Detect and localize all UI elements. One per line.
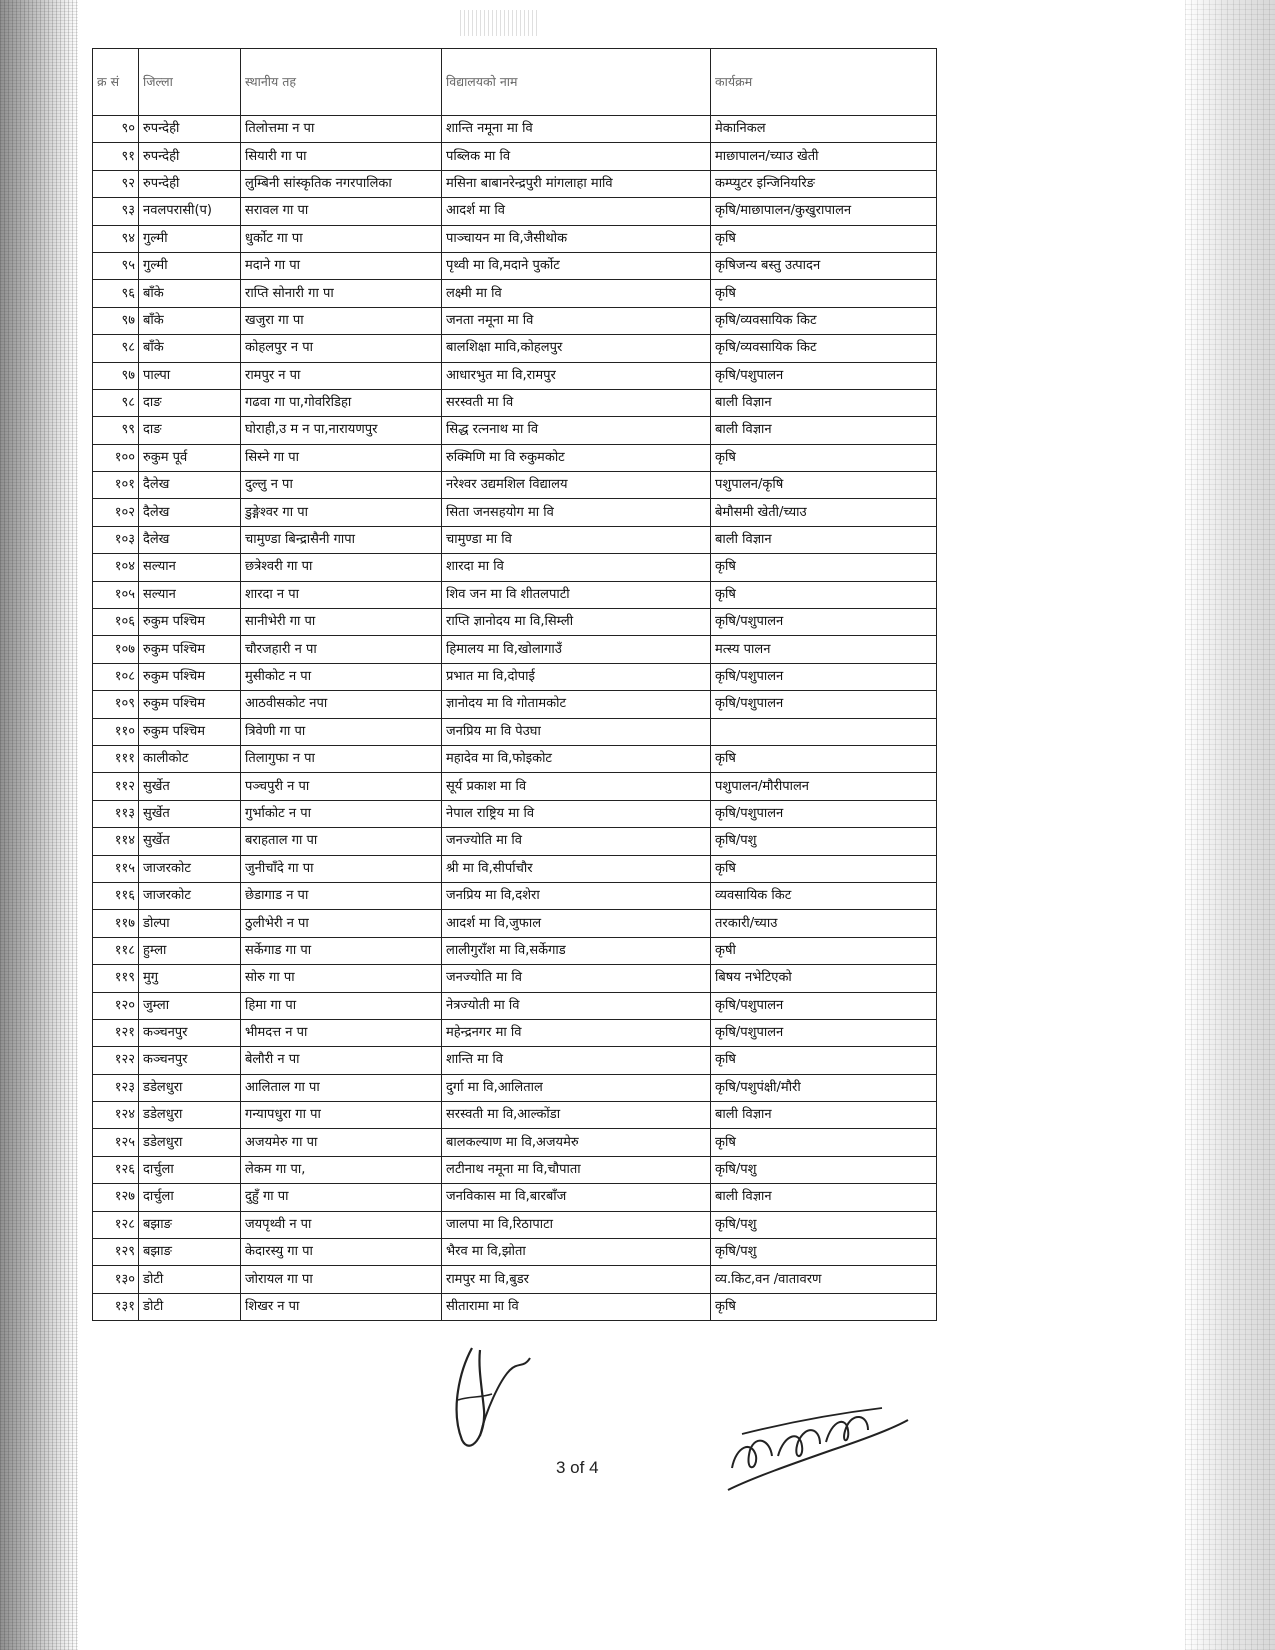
cell-local-level: कोहलपुर न पा [241,335,442,362]
cell-school: जालपा मा वि,रिठापाटा [442,1211,711,1238]
cell-district: बाँके [139,307,241,334]
cell-school: पृथ्वी मा वि,मदाने पुर्कोट [442,252,711,279]
table-row [93,335,937,362]
table-row [93,1019,937,1046]
cell-local-level: रामपुर न पा [241,362,442,389]
cell-sn: ९५ [93,252,139,279]
cell-school: सूर्य प्रकाश मा वि [442,773,711,800]
cell-district: मुगु [139,965,241,992]
cell-sn: १११ [93,745,139,772]
cell-program: कृषि/पशुपालन [711,800,937,827]
table-row [93,1211,937,1238]
table-row [93,417,937,444]
cell-sn: १२५ [93,1129,139,1156]
cell-school: रुक्मिणि मा वि रुकुमकोट [442,444,711,471]
cell-program: कृषि [711,225,937,252]
scan-shadow-right [1185,0,1275,1650]
cell-program: बाली विज्ञान [711,389,937,416]
cell-program: कृषि [711,855,937,882]
cell-district: डडेलधुरा [139,1129,241,1156]
table-row [93,1047,937,1074]
cell-program: पशुपालन/मौरीपालन [711,773,937,800]
cell-sn: १०३ [93,526,139,553]
cell-school: पब्लिक मा वि [442,143,711,170]
cell-sn: १०५ [93,581,139,608]
cell-local-level: तिलोत्तमा न पा [241,116,442,143]
cell-district: सुर्खेत [139,773,241,800]
cell-district: बझाङ [139,1211,241,1238]
cell-school: चामुण्डा मा वि [442,526,711,553]
header-sn: क्र सं [93,49,139,116]
cell-sn: ९३ [93,198,139,225]
cell-sn: १३० [93,1266,139,1293]
cell-local-level: मुसीकोट न पा [241,663,442,690]
cell-school: सरस्वती मा वि,आल्कोंडा [442,1102,711,1129]
cell-district: कञ्चनपुर [139,1019,241,1046]
cell-sn: १०७ [93,636,139,663]
cell-sn: १०१ [93,472,139,499]
cell-school: शिव जन मा वि शीतलपाटी [442,581,711,608]
cell-program: कृषि [711,1293,937,1320]
cell-district: रुकुम पश्चिम [139,636,241,663]
cell-sn: १२३ [93,1074,139,1101]
cell-district: दाङ [139,417,241,444]
cell-district: डडेलधुरा [139,1102,241,1129]
cell-program: कृषि/पशुपालन [711,609,937,636]
cell-district: जुम्ला [139,992,241,1019]
cell-school: शारदा मा वि [442,554,711,581]
cell-district: रुपन्देही [139,170,241,197]
cell-sn: ९८ [93,335,139,362]
cell-program: बाली विज्ञान [711,417,937,444]
cell-program: कृषि/पशुपालन [711,1019,937,1046]
cell-school: सरस्वती मा वि [442,389,711,416]
cell-district: गुल्मी [139,225,241,252]
cell-district: कञ्चनपुर [139,1047,241,1074]
cell-district: रुकुम पूर्व [139,444,241,471]
signature-initials [440,1340,540,1458]
cell-local-level: जोरायल गा पा [241,1266,442,1293]
cell-program: कृषि [711,1129,937,1156]
cell-school: सीतारामा मा वि [442,1293,711,1320]
table-row [93,1102,937,1129]
cell-program: कृषि [711,581,937,608]
cell-program: माछापालन/च्याउ खेती [711,143,937,170]
cell-district: दार्चुला [139,1184,241,1211]
cell-school: शान्ति नमूना मा वि [442,116,711,143]
cell-school: जनता नमूना मा वि [442,307,711,334]
cell-local-level: हिमा गा पा [241,992,442,1019]
cell-program: कृषि [711,554,937,581]
table-row [93,526,937,553]
cell-program: कृषि [711,1047,937,1074]
cell-school: मसिना बाबानरेन्द्रपुरी मांगलाहा मावि [442,170,711,197]
cell-sn: ११३ [93,800,139,827]
cell-local-level: दुल्लु न पा [241,472,442,499]
cell-local-level: मदाने गा पा [241,252,442,279]
cell-program: कृषि/पशु [711,1239,937,1266]
cell-local-level: धुर्कोट गा पा [241,225,442,252]
cell-school: राप्ति ज्ञानोदय मा वि,सिम्ली [442,609,711,636]
table-body [93,116,937,1321]
cell-program: तरकारी/च्याउ [711,910,937,937]
cell-local-level: गढवा गा पा,गोवरिडिहा [241,389,442,416]
cell-local-level: भीमदत्त न पा [241,1019,442,1046]
cell-school: महादेव मा वि,फोइकोट [442,745,711,772]
cell-local-level: ठुलीभेरी न पा [241,910,442,937]
cell-school: बालशिक्षा मावि,कोहलपुर [442,335,711,362]
table-row [93,937,937,964]
cell-local-level: खजुरा गा पा [241,307,442,334]
cell-district: गुल्मी [139,252,241,279]
table-row [93,499,937,526]
cell-sn: ११६ [93,882,139,909]
cell-local-level: सोरु गा पा [241,965,442,992]
cell-school: आदर्श मा वि [442,198,711,225]
cell-school: शान्ति मा वि [442,1047,711,1074]
table-row [93,581,937,608]
table-header-row [93,49,937,116]
cell-sn: ९२ [93,170,139,197]
cell-local-level: बेलौरी न पा [241,1047,442,1074]
cell-school: पाञ्चायन मा वि,जैसीथोक [442,225,711,252]
cell-district: बझाङ [139,1239,241,1266]
cell-sn: १०० [93,444,139,471]
table-row [93,773,937,800]
cell-program: कृषि [711,280,937,307]
cell-school: सिता जनसहयोग मा वि [442,499,711,526]
cell-program: कृषि/पशुपालन [711,362,937,389]
cell-district: बाँके [139,280,241,307]
cell-sn: ११२ [93,773,139,800]
cell-local-level: तिलागुफा न पा [241,745,442,772]
cell-sn: १३१ [93,1293,139,1320]
cell-school: भैरव मा वि,झोता [442,1239,711,1266]
cell-program: व्यवसायिक किट [711,882,937,909]
table-row [93,828,937,855]
table-row [93,718,937,745]
cell-district: दैलेख [139,472,241,499]
table-row [93,116,937,143]
cell-local-level: लेकम गा पा, [241,1156,442,1183]
cell-sn: ११४ [93,828,139,855]
cell-local-level: गन्यापधुरा गा पा [241,1102,442,1129]
cell-school: जनप्रिय मा वि,दशेरा [442,882,711,909]
cell-local-level: चामुण्डा बिन्द्रासैनी गापा [241,526,442,553]
cell-district: जाजरकोट [139,855,241,882]
cell-local-level: शिखर न पा [241,1293,442,1320]
cell-program: कृषि/व्यवसायिक किट [711,307,937,334]
table-row [93,1074,937,1101]
cell-sn: १२१ [93,1019,139,1046]
table-row [93,389,937,416]
cell-sn: ११० [93,718,139,745]
cell-sn: १२६ [93,1156,139,1183]
table-row [93,992,937,1019]
cell-local-level: सियारी गा पा [241,143,442,170]
cell-local-level: छेडागाड न पा [241,882,442,909]
cell-program: बाली विज्ञान [711,1102,937,1129]
table-row [93,1266,937,1293]
cell-school: जनज्योति मा वि [442,828,711,855]
cell-local-level: सरावल गा पा [241,198,442,225]
cell-district: दाङ [139,389,241,416]
cell-program: कृषि/व्यवसायिक किट [711,335,937,362]
cell-sn: ९४ [93,225,139,252]
cell-school: महेन्द्रनगर मा वि [442,1019,711,1046]
cell-sn: ११८ [93,937,139,964]
cell-sn: १०९ [93,691,139,718]
cell-school: जनज्योति मा वि [442,965,711,992]
scan-mark-top [460,10,540,36]
cell-district: जाजरकोट [139,882,241,909]
table-row [93,663,937,690]
cell-program: कृषि/पशु [711,828,937,855]
cell-program: मत्स्य पालन [711,636,937,663]
cell-local-level: त्रिवेणी गा पा [241,718,442,745]
cell-district: दार्चुला [139,1156,241,1183]
cell-district: दैलेख [139,526,241,553]
table-row [93,882,937,909]
cell-sn: १२९ [93,1239,139,1266]
cell-district: रुकुम पश्चिम [139,609,241,636]
cell-district: रुकुम पश्चिम [139,691,241,718]
cell-school: सिद्ध रत्ननाथ मा वि [442,417,711,444]
cell-local-level: सिस्ने गा पा [241,444,442,471]
cell-program: बिषय नभेटिएको [711,965,937,992]
cell-school: जनप्रिय मा वि पेउघा [442,718,711,745]
school-program-table [92,48,937,1321]
cell-sn: ९१ [93,143,139,170]
cell-district: सुर्खेत [139,828,241,855]
cell-school: आधारभुत मा वि,रामपुर [442,362,711,389]
table-row [93,745,937,772]
cell-district: नवलपरासी(प) [139,198,241,225]
cell-school: दुर्गा मा वि,आलिताल [442,1074,711,1101]
cell-district: बाँके [139,335,241,362]
table-row [93,252,937,279]
cell-local-level: पञ्चपुरी न पा [241,773,442,800]
cell-school: श्री मा वि,सीर्पाचौर [442,855,711,882]
cell-local-level: चौरजहारी न पा [241,636,442,663]
cell-program: कृषि [711,745,937,772]
cell-program: कृषि/पशुपालन [711,663,937,690]
cell-sn: १२४ [93,1102,139,1129]
table-row [93,1239,937,1266]
page-number: 3 of 4 [556,1458,599,1477]
cell-school: नरेश्वर उद्यमशिल विद्यालय [442,472,711,499]
cell-program: कृषी [711,937,937,964]
cell-program: कम्प्युटर इन्जिनियरिङ [711,170,937,197]
cell-district: रुपन्देही [139,116,241,143]
cell-sn: ९७ [93,307,139,334]
table-row [93,965,937,992]
table-row [93,307,937,334]
table-row [93,444,937,471]
cell-program: पशुपालन/कृषि [711,472,937,499]
header-school: विद्यालयको नाम [442,49,711,116]
cell-school: आदर्श मा वि,जुफाल [442,910,711,937]
table-row [93,636,937,663]
cell-program: कृषि/पशुपालन [711,992,937,1019]
cell-district: दैलेख [139,499,241,526]
cell-sn: ९० [93,116,139,143]
cell-school: जनविकास मा वि,बारबाँज [442,1184,711,1211]
cell-sn: १०८ [93,663,139,690]
cell-sn: ११९ [93,965,139,992]
cell-local-level: अजयमेरु गा पा [241,1129,442,1156]
cell-local-level: लुम्बिनी सांस्कृतिक नगरपालिका [241,170,442,197]
cell-district: पाल्पा [139,362,241,389]
table-row [93,198,937,225]
cell-district: डडेलधुरा [139,1074,241,1101]
cell-local-level: सानीभेरी गा पा [241,609,442,636]
cell-sn: १२७ [93,1184,139,1211]
cell-school: लक्ष्मी मा वि [442,280,711,307]
cell-district: रुपन्देही [139,143,241,170]
cell-program: व्य.किट,वन /वातावरण [711,1266,937,1293]
cell-program: कृषि [711,444,937,471]
cell-district: डोटी [139,1266,241,1293]
school-program-table-container [92,48,936,1338]
cell-sn: १०४ [93,554,139,581]
table-row [93,1129,937,1156]
cell-program: बाली विज्ञान [711,1184,937,1211]
header-program: कार्यक्रम [711,49,937,116]
cell-local-level: घोराही,उ म न पा,नारायणपुर [241,417,442,444]
cell-program: बेमौसमी खेती/च्याउ [711,499,937,526]
table-row [93,362,937,389]
cell-school: बालकल्याण मा वि,अजयमेरु [442,1129,711,1156]
cell-program [711,718,937,745]
cell-program: मेकानिकल [711,116,937,143]
cell-program: कृषि/पशु [711,1156,937,1183]
table-row [93,554,937,581]
cell-sn: ९८ [93,389,139,416]
cell-program: कृषिजन्य बस्तु उत्पादन [711,252,937,279]
cell-local-level: राप्ति सोनारी गा पा [241,280,442,307]
cell-local-level: शारदा न पा [241,581,442,608]
cell-program: कृषि/पशुपंक्षी/मौरी [711,1074,937,1101]
cell-sn: ९६ [93,280,139,307]
table-row [93,280,937,307]
cell-sn: १२२ [93,1047,139,1074]
cell-sn: १२८ [93,1211,139,1238]
cell-school: नेपाल राष्ट्रिय मा वि [442,800,711,827]
cell-school: हिमालय मा वि,खोलागाउँ [442,636,711,663]
cell-local-level: छत्रेश्वरी गा पा [241,554,442,581]
cell-district: डोल्पा [139,910,241,937]
table-row [93,1156,937,1183]
cell-school: प्रभात मा वि,दोपाई [442,663,711,690]
signature-official [722,1390,912,1500]
cell-local-level: केदारस्यु गा पा [241,1239,442,1266]
cell-sn: ११७ [93,910,139,937]
header-local-level: स्थानीय तह [241,49,442,116]
table-row [93,1184,937,1211]
cell-district: रुकुम पश्चिम [139,663,241,690]
cell-sn: १२० [93,992,139,1019]
cell-sn: ९७ [93,362,139,389]
cell-local-level: दुहुँ गा पा [241,1184,442,1211]
cell-district: सल्यान [139,581,241,608]
table-row [93,855,937,882]
table-row [93,910,937,937]
cell-sn: १०६ [93,609,139,636]
cell-sn: १०२ [93,499,139,526]
table-header [93,49,937,116]
table-row [93,691,937,718]
table-row [93,609,937,636]
cell-school: नेत्रज्योती मा वि [442,992,711,1019]
header-district: जिल्ला [139,49,241,116]
cell-local-level: बराहताल गा पा [241,828,442,855]
cell-program: कृषि/पशुपालन [711,691,937,718]
cell-district: डोटी [139,1293,241,1320]
cell-local-level: डुङ्गेश्वर गा पा [241,499,442,526]
cell-local-level: सर्केगाड गा पा [241,937,442,964]
cell-local-level: जुनीचाँदे गा पा [241,855,442,882]
cell-program: कृषि/पशु [711,1211,937,1238]
table-row [93,800,937,827]
cell-program: बाली विज्ञान [711,526,937,553]
cell-sn: ११५ [93,855,139,882]
cell-program: कृषि/माछापालन/कुखुरापालन [711,198,937,225]
cell-local-level: आठवीसकोट नपा [241,691,442,718]
table-row [93,143,937,170]
table-row [93,1293,937,1320]
cell-district: सुर्खेत [139,800,241,827]
cell-school: ज्ञानोदय मा वि गोतामकोट [442,691,711,718]
cell-sn: ९९ [93,417,139,444]
cell-local-level: जयपृथ्वी न पा [241,1211,442,1238]
cell-school: लटीनाथ नमूना मा वि,चौपाता [442,1156,711,1183]
cell-school: लालीगुराँश मा वि,सर्केगाड [442,937,711,964]
cell-local-level: आलिताल गा पा [241,1074,442,1101]
cell-school: रामपुर मा वि,बुडर [442,1266,711,1293]
scan-shadow-left [0,0,78,1650]
cell-district: सल्यान [139,554,241,581]
table-row [93,170,937,197]
cell-district: कालीकोट [139,745,241,772]
table-row [93,225,937,252]
cell-district: रुकुम पश्चिम [139,718,241,745]
cell-local-level: गुर्भाकोट न पा [241,800,442,827]
table-row [93,472,937,499]
cell-district: हुम्ला [139,937,241,964]
